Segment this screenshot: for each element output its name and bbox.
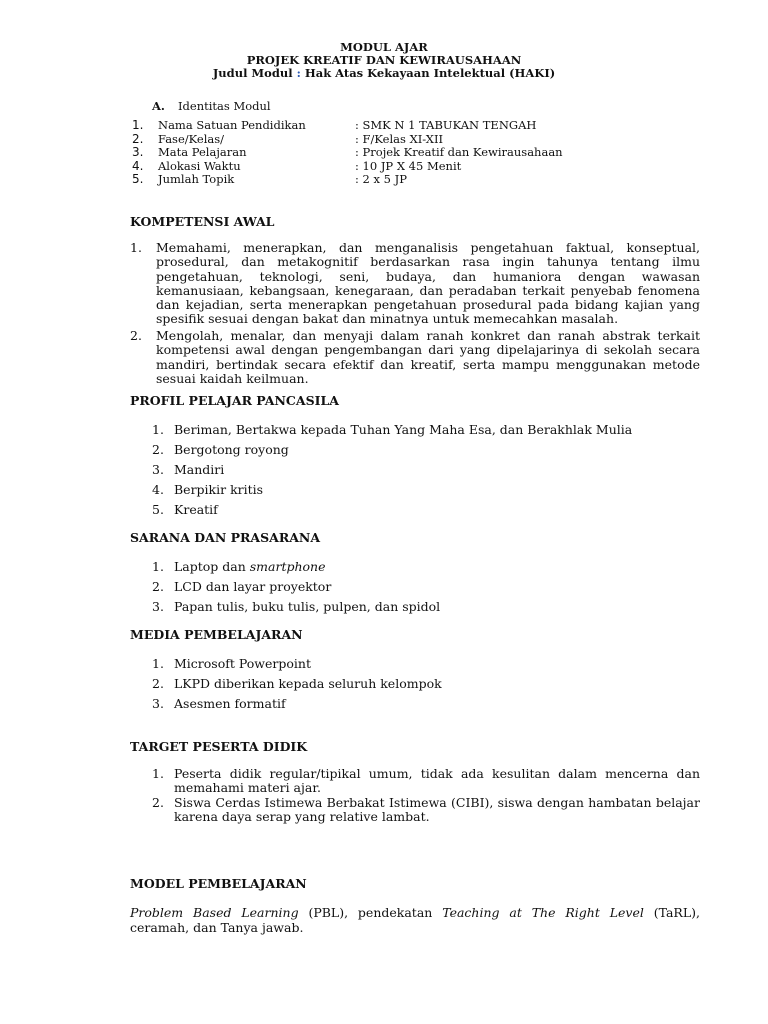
row-number: 5. [132,172,144,187]
kompetensi-number: 1. [130,240,142,255]
row-value: : 10 JP X 45 Menit [355,158,462,173]
list-item [174,559,326,574]
list-item: Bergotong royong [174,442,289,457]
row-label: Mata Pelajaran [158,145,247,160]
row-label: Nama Satuan Pendidikan [158,118,306,132]
row-number: 3. [132,145,144,160]
list-item: Siswa Cerdas Istimewa Berbakat Istimewa (CIBI), siswa dengan hambatan belajar karena daya serap yang relative lambat. [174,795,700,825]
identitas-title: Identitas Modul [178,99,271,113]
list-number: 1. [152,656,164,671]
list-item: LKPD diberikan kepada seluruh kelompok [174,676,442,691]
row-label: Fase/Kelas/ [158,131,225,146]
judul-value: Hak Atas Kekayaan Intelektual (HAKI) [304,66,556,80]
list-item: Microsoft Powerpoint [174,656,311,671]
identitas-row [0,172,768,186]
list-number: 5. [152,502,164,517]
list-number: 2. [152,579,164,594]
identitas-row [0,132,768,146]
sarana-heading: SARANA DAN PRASARANA [130,530,321,545]
model-text: (TaRL), ceramah, dan Tanya jawab. [130,905,700,935]
row-label: Alokasi Waktu [158,158,241,173]
list-number: 1. [152,422,164,437]
list-number: 3. [152,696,164,711]
row-value: : SMK N 1 TABUKAN TENGAH [355,118,537,132]
identitas-row [0,118,768,132]
identitas-row [0,145,768,159]
model-term: Teaching at The Right Level [442,905,644,920]
list-item: Peserta didik regular/tipikal umum, tidak ada kesulitan dalam mencerna dan memahami materi ajar. [174,766,700,796]
module-judul-line [0,67,768,80]
list-number: 1. [152,766,164,781]
list-item: Berpikir kritis [174,482,264,497]
media-heading: MEDIA PEMBELAJARAN [130,627,303,642]
target-heading: TARGET PESERTA DIDIK [130,739,308,754]
list-item: Papan tulis, buku tulis, pulpen, dan spidol [174,599,441,614]
identitas-letter: A. [152,99,165,113]
judul-label: Judul Modul [212,66,293,80]
module-title: MODUL AJAR [340,40,428,54]
list-item: Beriman, Bertakwa kepada Tuhan Yang Maha Esa, dan Berakhlak Mulia [174,422,633,437]
list-number: 4. [152,482,164,497]
row-label: Jumlah Topik [158,172,235,187]
list-item: LCD dan layar proyektor [174,579,332,594]
list-number: 1. [152,559,164,574]
kompetensi-heading: KOMPETENSI AWAL [130,214,275,229]
profil-heading: PROFIL PELAJAR PANCASILA [130,393,339,408]
list-item: Mandiri [174,462,225,477]
identitas-row [0,159,768,173]
list-number: 2. [152,795,164,810]
row-number: 2. [132,131,144,146]
list-item: Kreatif [174,502,218,517]
list-item: Asesmen formatif [174,696,286,711]
list-item-text: Laptop dan [174,559,250,574]
model-heading: MODEL PEMBELAJARAN [130,876,307,891]
kompetensi-number: 2. [130,328,142,343]
list-number: 3. [152,599,164,614]
model-term: Problem Based Learning [130,905,299,920]
kompetensi-item: Memahami, menerapkan, dan menganalisis pengetahuan faktual, konseptual, prosedural, dan metakognitif berdasarkan rasa ingin tahunya tentang ilmu pengetahuan, teknologi, seni, budaya, dan humaniora dengan wawasan kemanusiaan, kebangsaan, kenegaraan, dan peradaban terkait penyebab fenomena dan kejadian, serta menerapkan pengetahuan prosedural pada bidang kajian yang spesifik sesuai dengan bakat dan minatnya untuk memecahkan masalah. [156,240,700,327]
subject-title: PROJEK KREATIF DAN KEWIRAUSAHAAN [246,53,522,67]
row-value: : 2 x 5 JP [355,172,407,187]
judul-colon: : [296,66,301,80]
model-text: (PBL), pendekatan [298,905,443,920]
row-value: : Projek Kreatif dan Kewirausahaan [355,145,563,160]
kompetensi-item: Mengolah, menalar, dan menyaji dalam ranah konkret dan ranah abstrak terkait kompetensi awal dengan pengembangan dari yang dipelajarinya di sekolah secara mandiri, bertindak secara efektif dan kreatif, serta mampu menggunakan metode sesuai kaidah keilmuan. [156,328,700,386]
list-item-italic: smartphone [249,559,326,574]
row-number: 4. [132,158,144,173]
identitas-table [0,118,768,186]
model-paragraph [130,905,700,935]
list-number: 2. [152,442,164,457]
row-value: : F/Kelas XI-XII [355,131,444,146]
row-number: 1. [132,118,144,132]
list-number: 3. [152,462,164,477]
list-number: 2. [152,676,164,691]
